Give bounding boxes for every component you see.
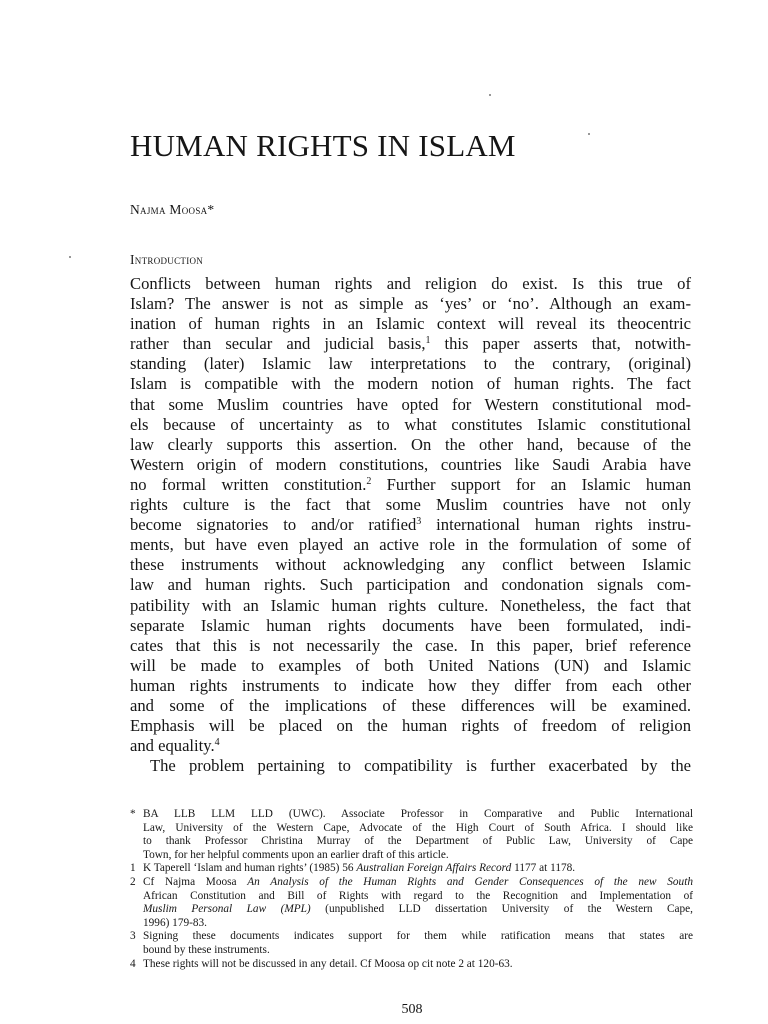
body-line: The problem pertaining to compatibility is further exacerbated by the [150, 756, 691, 776]
footnote-line: bound by these instruments. [143, 943, 270, 956]
body-line-text: and equality. [130, 736, 215, 756]
footnote-mark: 1 [130, 862, 136, 875]
page-number: 508 [401, 1002, 423, 1017]
footnote-mark: 4 [130, 957, 136, 970]
footnote-italic-text: Muslim Personal Law (MPL) [143, 903, 311, 916]
footnote-line: 1996) 179-83. [143, 916, 208, 929]
footnote-ref-1[interactable]: 1 [425, 335, 431, 347]
scan-speck [69, 256, 71, 258]
body-line: Conflicts between human rights and religion do exist. Is this true of [130, 274, 691, 293]
footnote-line: African Constitution and Bill of Rights with regard to the Recognition and Implementation of [143, 889, 693, 902]
footnote-text: Cf Najma Moosa [143, 875, 248, 888]
body-line: standing (later) Islamic law interpretations to the contrary, (original) [130, 354, 691, 374]
footnote-italic-text: An Analysis of the Human Rights and Gender Consequences of the new South [247, 875, 693, 888]
footnote-mark: 3 [130, 930, 136, 943]
body-line: Islam is compatible with the modern notion of human rights. The fact [130, 374, 691, 394]
body-line: that some Muslim countries have opted for Western constitutional mod- [130, 394, 691, 414]
footnote-text: K Taperell ‘Islam and human rights’ (1985) 56 [143, 862, 357, 875]
scan-speck [588, 133, 590, 135]
body-line: law clearly supports this assertion. On the other hand, because of the [130, 434, 691, 454]
footnote-line: Law, University of the Western Cape, Advocate of the High Court of South Africa. I should like [143, 821, 693, 834]
body-line: law and human rights. Such participation and condonation signals com- [130, 575, 691, 595]
body-line: ments, but have even played an active role in the formulation of some of [130, 535, 691, 555]
body-line [130, 515, 691, 535]
body-line-text: international human rights instru- [421, 515, 691, 535]
body-line: rights culture is the fact that some Muslim countries have not only [130, 495, 691, 515]
author-name: Najma Moosa* [130, 202, 215, 217]
footnote-line: Signing these documents indicates support for them while ratification means that states are [143, 930, 693, 943]
footnote-line: These rights will not be discussed in any detail. Cf Moosa op cit note 2 at 120-63. [143, 957, 513, 970]
footnote-line: BA LLB LLM LLD (UWC). Associate Professor in Comparative and Public International [143, 808, 693, 820]
body-line: separate Islamic human rights documents have been formulated, indi- [130, 615, 691, 635]
footnote-mark: 2 [130, 875, 136, 888]
body-line: Western origin of modern constitutions, countries like Saudi Arabia have [130, 454, 691, 474]
footnote-4 [130, 958, 693, 972]
body-line-text: no formal written constitution. [130, 474, 367, 494]
body-line: Islam? The answer is not as simple as ‘yes’ or ‘no’. Although an exam- [130, 294, 691, 314]
footnote-1 [130, 862, 693, 876]
footnote-ref-3[interactable]: 3 [416, 516, 422, 528]
footnote-text: (unpublished LLD dissertation University of the Western Cape, [310, 903, 693, 916]
footnote-mark: * [130, 808, 136, 820]
body-line: Emphasis will be placed on the human rights of freedom of religion [130, 716, 691, 736]
body-line [130, 475, 691, 495]
footnote-italic-text: Australian Foreign Affairs Record [356, 862, 512, 875]
footnote-line [143, 903, 693, 917]
footnote-text: 1177 at 1178. [511, 862, 576, 875]
footnote-line: to thank Professor Christina Murray of the Department of Public Law, University of Cape [143, 835, 693, 848]
article-title: HUMAN RIGHTS IN ISLAM [130, 128, 516, 163]
footnote-line [143, 862, 693, 876]
body-line [130, 334, 691, 354]
body-line-text: Further support for an Islamic human [371, 474, 691, 494]
footnote-star [130, 808, 693, 862]
footnote-line: Town, for her helpful comments upon an earlier draft of this article. [143, 848, 449, 861]
body-paragraph [130, 274, 691, 776]
body-line-text: become signatories to and/or ratified [130, 515, 417, 535]
footnote-3 [130, 930, 693, 957]
body-line: and some of the implications of these differences will be examined. [130, 695, 691, 715]
body-line: cates that this is not necessarily the case. In this paper, brief reference [130, 635, 691, 655]
footnotes [130, 808, 693, 971]
body-line: ination of human rights in an Islamic context will reveal its theocentric [130, 314, 691, 334]
body-line: these instruments without acknowledging any conflict between Islamic [130, 555, 691, 575]
footnote-line [143, 876, 693, 890]
footnote-ref-2[interactable]: 2 [366, 475, 372, 487]
body-line [130, 736, 691, 756]
body-line-text: rather than secular and judicial basis, [130, 334, 426, 354]
footnote-2 [130, 876, 693, 930]
scan-speck [489, 94, 491, 96]
section-heading: Introduction [130, 252, 204, 267]
body-line-text: this paper asserts that, notwith- [430, 334, 691, 354]
body-line: patibility with an Islamic human rights culture. Nonetheless, the fact that [130, 595, 691, 615]
footnote-ref-4[interactable]: 4 [214, 737, 220, 749]
body-line: els because of uncertainty as to what constitutes Islamic constitutional [130, 414, 691, 434]
body-line: will be made to examples of both United Nations (UN) and Islamic [130, 655, 691, 675]
body-line: human rights instruments to indicate how they differ from each other [130, 675, 691, 695]
